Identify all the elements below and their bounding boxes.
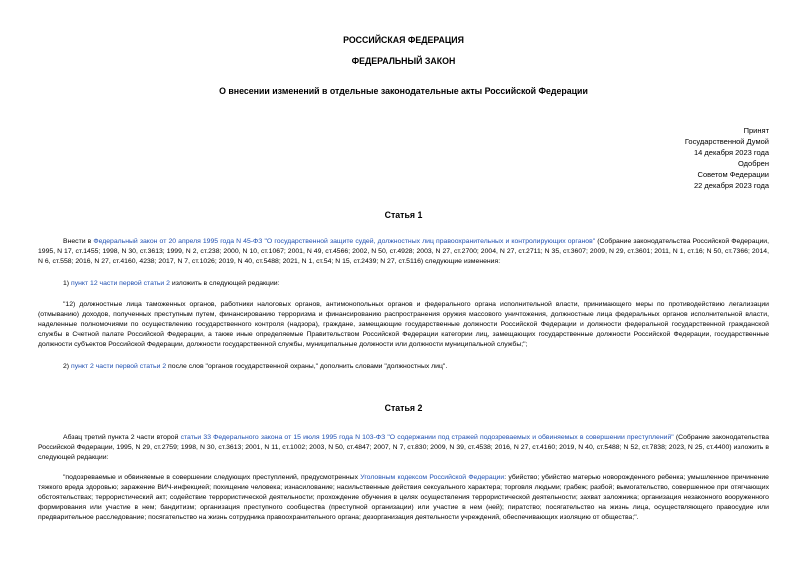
law-45-fz-link[interactable]: Федеральный закон от 20 апреля 1995 года N 45-ФЗ "О государственной защите судей, должностных лиц правоохранительных и контролирующих органов" <box>93 238 596 245</box>
adoption-line: Советом Федерации <box>697 170 769 180</box>
adoption-block <box>569 125 769 192</box>
adoption-line: 22 декабря 2023 года <box>693 181 769 191</box>
article-1-quote: "12) должностные лица таможенных органов, работники налоговых органов, антимонопольных органов и федерального органа исполнительной власти, принимающего меры по противодействию легализации (отмыванию) доходов, полученных преступным путем, финансированию терроризма и финансированию распространения оружия массового уничтожения, должностные лица федеральных органов исполнительной власти, наделенные полномочиями по осуществлению государственного контроля (надзора), граждане, замещающие государственные должности Российской Федерации и должности федеральной государственной гражданской службы в Счетной палате Российской Федерации, а также иные определяемые Правительством Российской Федерации категории лиц, замещающих государственные должности Российской Федерации, государственные должности субъектов Российской Федерации, должности государственной службы, муниципальные должности или должности муниципальной службы;"; <box>38 301 769 348</box>
adoption-line: 14 декабря 2023 года <box>693 148 769 158</box>
adoption-line: Государственной Думой <box>684 137 769 147</box>
item-number: 2) <box>63 363 71 370</box>
item-number: 1) <box>63 280 71 287</box>
item-text: изложить в следующей редакции: <box>169 280 280 287</box>
intro-text: (Собрание законодательства Российской Федерации, 1995, N 17, ст.1455; 1998, N 30, ст.3613; 1999, N 2, ст.238; 2000, N 10, ст.1067; 2001, N 49, ст.4566; 2002, N 50, ст.4928; 2003, N 27, ст.2700; 2004, N 27, ст.2711; N 35, ст.3607; 2009, N 29, ст.3601; 2011, N 1, ст.16; N 50, ст.7366; 2014, N 6, ст.558; 2016, N 27, ст.4160, 4238; 2017, N 7, ст.1026; 2019, N 40, ст.5488; 2021, N 1, ст.54; N 15, ст.2439; N 27, ст.5116) следующие изменения: <box>38 238 770 265</box>
law-type-heading: ФЕДЕРАЛЬНЫЙ ЗАКОН <box>351 56 456 66</box>
item-1-link[interactable]: пункт 12 части первой статьи 2 <box>71 280 170 287</box>
article-1-heading: Статья 1 <box>384 210 423 220</box>
article-2-heading: Статья 2 <box>384 403 423 413</box>
item-text: после слов "органов государственной охраны," дополнить словами "должностных лиц". <box>166 363 448 370</box>
law-103-fz-link[interactable]: статьи 33 Федерального закона от 15 июля 1995 года N 103-ФЗ "О содержании под стражей подозреваемых и обвиняемых в совершении преступлений" <box>180 434 674 441</box>
country-heading: РОССИЙСКАЯ ФЕДЕРАЦИЯ <box>343 35 464 45</box>
adoption-line: Принят <box>743 126 769 135</box>
article-2-intro <box>38 433 769 463</box>
article-2-quote <box>38 473 769 523</box>
item-2-link[interactable]: пункт 2 части первой статьи 2 <box>71 363 167 370</box>
article-1-item-2 <box>38 362 769 372</box>
intro-text: Абзац третий пункта 2 части второй <box>63 434 181 441</box>
adoption-line: Одобрен <box>738 159 769 169</box>
article-1-item-1 <box>38 279 769 289</box>
criminal-code-link[interactable]: Уголовным кодексом Российской Федерации <box>360 474 505 481</box>
intro-text: Внести в <box>63 238 94 245</box>
document-title: О внесении изменений в отдельные законодательные акты Российской Федерации <box>219 86 588 96</box>
article-1-intro <box>38 237 769 267</box>
intro-text: (Собрание законодательства Российской Федерации, 1995, N 29, ст.2759; 1998, N 30, ст.3613; 2001, N 11, ст.1002; 2003, N 50, ст.4847; 2007, N 7, ст.830; 2009, N 39, ст.4538; 2016, N 27, ст.4160; 2019, N 40, ст.5488; N 52, ст.7838; 2023, N 25, ст.4400) изложить в следующей редакции: <box>38 434 770 461</box>
quote-text: : убийство; убийство матерью новорожденного ребенка; умышленное причинение тяжкого вреда здоровью; заражение ВИЧ-инфекцией; похищение человека; изнасилование; насильственные действия сексуального характера; торговля людьми; грабеж; разбой; вымогательство, совершенное при отягчающих обстоятельствах; террористический акт; содействие террористической деятельности; прохождение обучения в целях осуществления террористической деятельности; захват заложника; организация незаконного вооруженного формирования или участие в нем; бандитизм; организация преступного сообщества (преступной организации) или участие в нем (ней); пиратство; посягательство на жизнь лица, осуществляющего правосудие или предварительное расследование; посягательство на жизнь сотрудника правоохранительного органа; дезорганизация деятельности учреждений, обеспечивающих изоляцию от общества;". <box>38 474 769 521</box>
quote-text: "подозреваемые и обвиняемые в совершении следующих преступлений, предусмотренных <box>63 474 361 481</box>
